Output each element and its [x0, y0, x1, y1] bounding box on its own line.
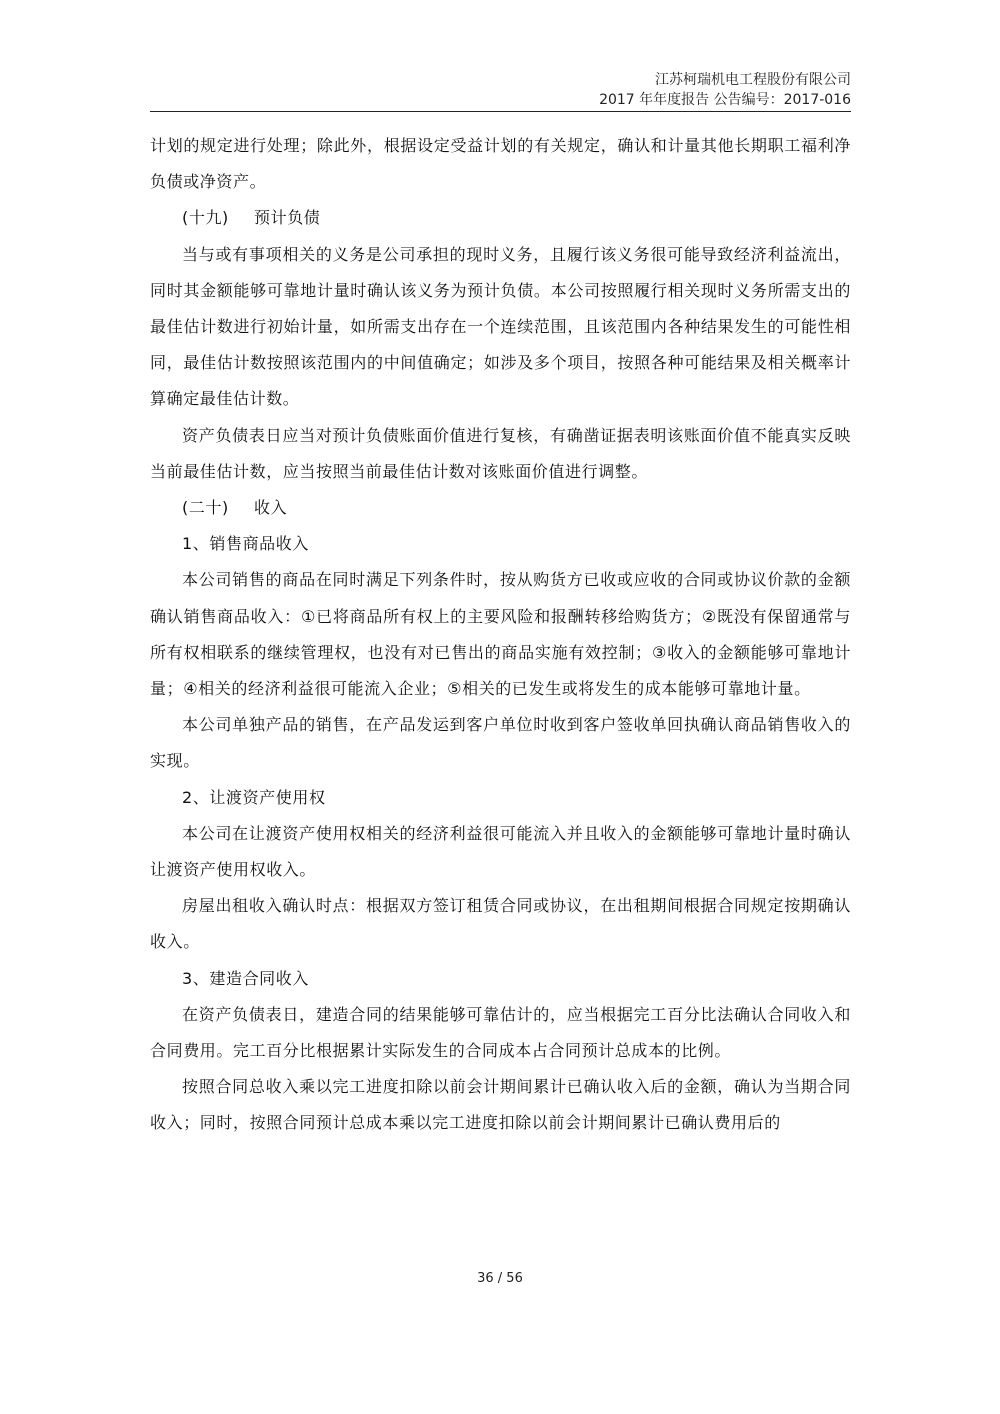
subsection-heading: 2、让渡资产使用权 — [182, 787, 326, 807]
page-header — [150, 70, 851, 110]
paragraph: 资产负债表日应当对预计负债账面价值进行复核，有确凿证据表明该账面价值不能真实反映当前最佳估计数，应当按照当前最佳估计数对该账面价值进行调整。 — [150, 425, 851, 481]
section-title: 收入 — [254, 498, 288, 518]
subsection-heading: 1、销售商品收入 — [182, 534, 309, 554]
section-heading-19 — [150, 200, 851, 236]
paragraph: 本公司单独产品的销售，在产品发运到客户单位时收到客户签收单回执确认商品销售收入的实现。 — [150, 715, 851, 771]
section-heading-20 — [150, 490, 851, 526]
header-divider — [150, 111, 851, 112]
page-number: 36 / 56 — [477, 1271, 523, 1286]
document-body — [150, 128, 851, 1142]
paragraph: 在资产负债表日，建造合同的结果能够可靠估计的，应当根据完工百分比法确认合同收入和合同费用。完工百分比根据累计实际发生的合同成本占合同预计总成本的比例。 — [150, 1004, 851, 1061]
paragraph: 按照合同总收入乘以完工进度扣除以前会计期间累计已确认收入后的金额，确认为当期合同收入；同时，按照合同预计总成本乘以完工进度扣除以前会计期间累计已确认费用后的 — [150, 1077, 851, 1133]
paragraph: 房屋出租收入确认时点：根据双方签订租赁合同或协议，在出租期间根据合同规定按期确认收入。 — [150, 896, 851, 952]
section-number: (二十) — [182, 498, 229, 518]
paragraph: 本公司销售的商品在同时满足下列条件时，按从购货方已收或应收的合同或协议价款的金额确认销售商品收入：①已将商品所有权上的主要风险和报酬转移给购货方；②既没有保留通常与所有权相联系的继续管理权，也没有对已售出的商品实施有效控制；③收入的金额能够可靠地计量；④相关的经济利益很可能流入企业；⑤相关的已发生或将发生的成本能够可靠地计量。 — [150, 570, 851, 699]
section-number: (十九) — [182, 208, 229, 228]
paragraph-continuation: 计划的规定进行处理；除此外，根据设定受益计划的有关规定，确认和计量其他长期职工福利净负债或净资产。 — [150, 136, 851, 192]
header-report-line: 2017 年年度报告 公告编号：2017-016 — [599, 92, 851, 108]
paragraph: 当与或有事项相关的义务是公司承担的现时义务，且履行该义务很可能导致经济利益流出，同时其金额能够可靠地计量时确认该义务为预计负债。本公司按照履行相关现时义务所需支出的最佳估计数进行初始计量，如所需支出存在一个连续范围，且该范围内各种结果发生的可能性相同，最佳估计数按照该范围内的中间值确定；如涉及多个项目，按照各种可能结果及相关概率计算确定最佳估计数。 — [150, 244, 851, 409]
header-company: 江苏柯瑞机电工程股份有限公司 — [655, 72, 851, 88]
subsection-heading: 3、建造合同收入 — [182, 968, 309, 988]
section-title: 预计负债 — [254, 208, 321, 228]
paragraph: 本公司在让渡资产使用权相关的经济利益很可能流入并且收入的金额能够可靠地计量时确认让渡资产使用权收入。 — [150, 823, 851, 880]
